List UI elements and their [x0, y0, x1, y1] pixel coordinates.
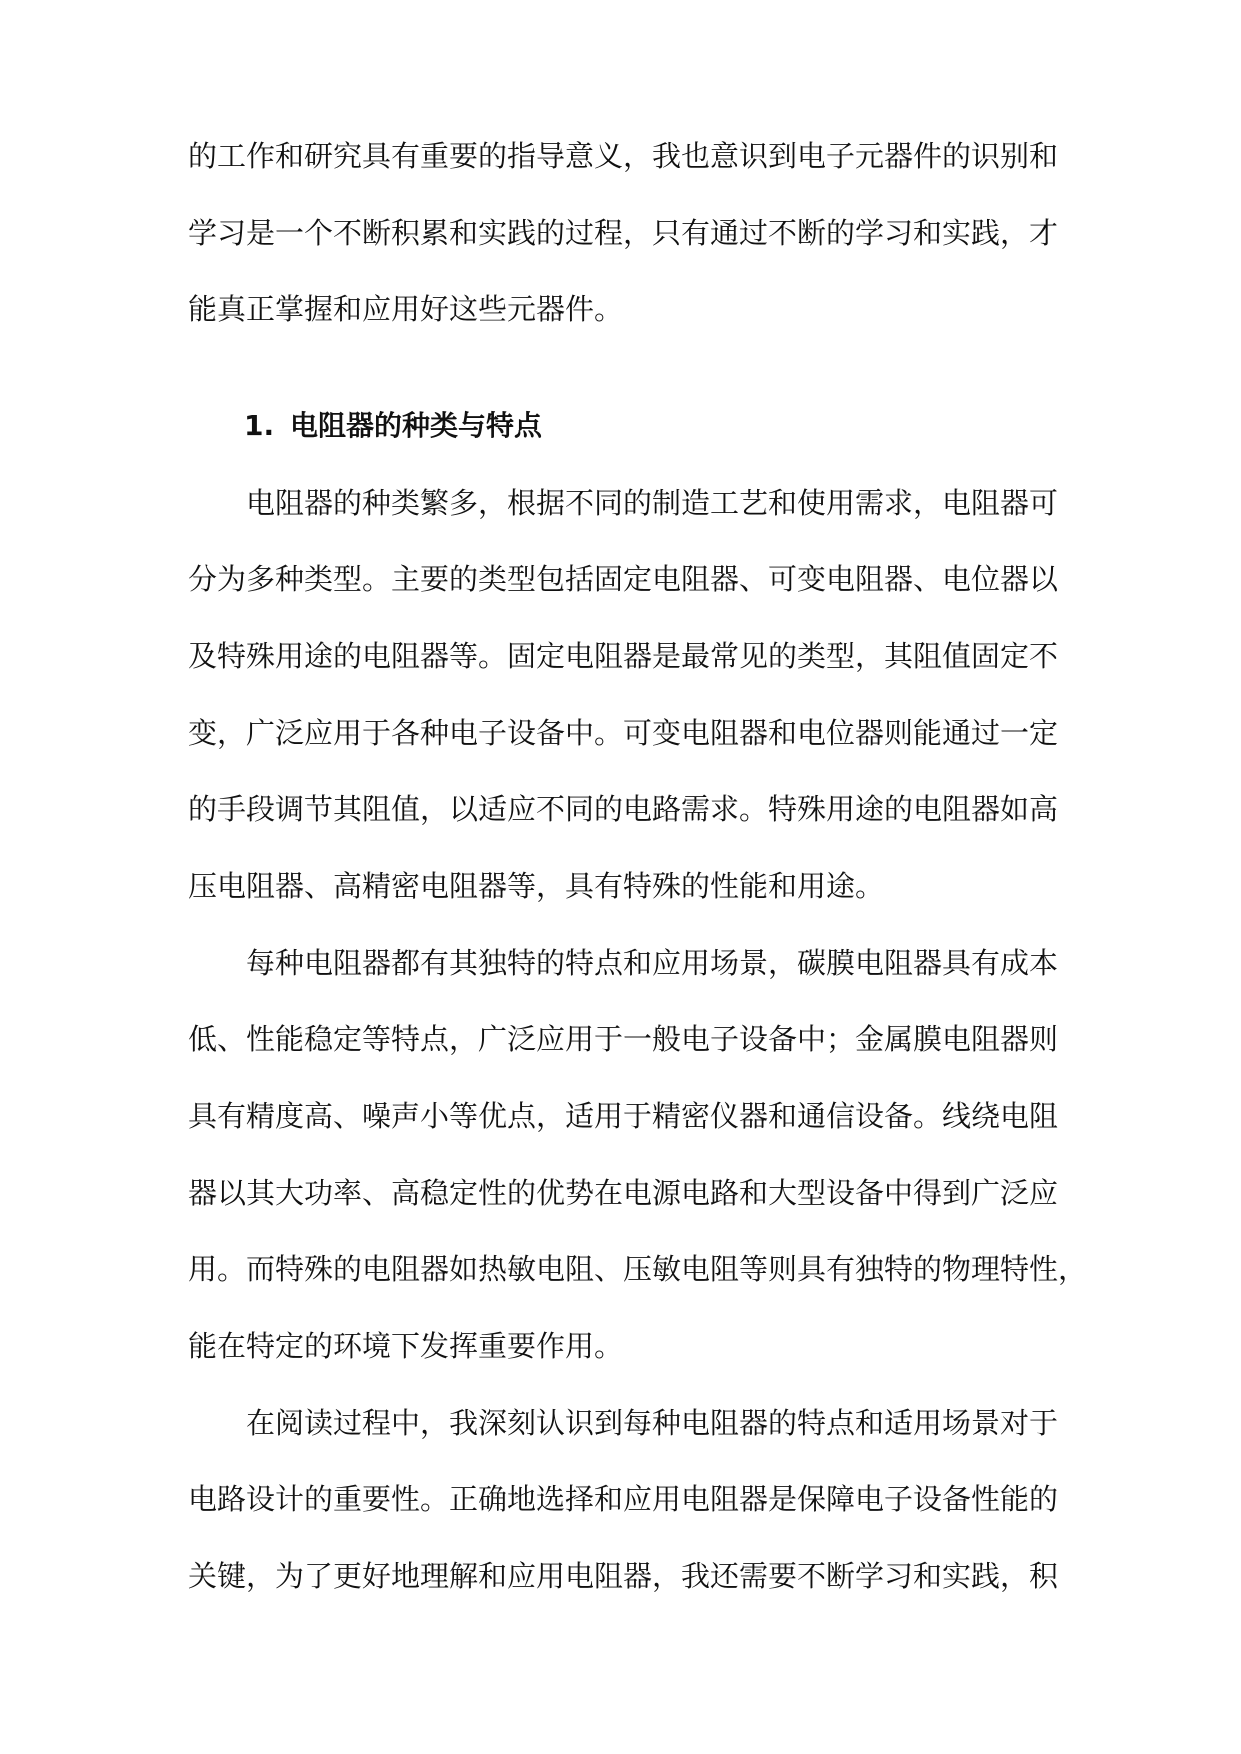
intro-line-2: 学习是一个不断积累和实践的过程，只有通过不断的学习和实践，才: [188, 216, 1059, 250]
para2-line-2: 低、性能稳定等特点，广泛应用于一般电子设备中；金属膜电阻器则: [188, 1022, 1059, 1056]
para3-line-2: 电路设计的重要性。正确地选择和应用电阻器是保障电子设备性能的: [188, 1482, 1059, 1516]
section-title: 电阻器的种类与特点: [290, 409, 543, 442]
intro-line-1: 的工作和研究具有重要的指导意义，我也意识到电子元器件的识别和: [188, 139, 1059, 173]
para1-line-6: 压电阻器、高精密电阻器等，具有特殊的性能和用途。: [188, 869, 885, 903]
para2-line-4: 器以其大功率、高稳定性的优势在电源电路和大型设备中得到广泛应: [188, 1176, 1059, 1210]
para2-line-6: 能在特定的环境下发挥重要作用。: [188, 1329, 624, 1363]
para1-line-2: 分为多种类型。主要的类型包括固定电阻器、可变电阻器、电位器以: [188, 562, 1059, 596]
para1-line-5: 的手段调节其阻值，以适应不同的电路需求。特殊用途的电阻器如高: [188, 792, 1059, 826]
para1-line-1: 电阻器的种类繁多，根据不同的制造工艺和使用需求，电阻器可: [246, 486, 1059, 520]
para1-line-3: 及特殊用途的电阻器等。固定电阻器是最常见的类型，其阻值固定不: [188, 639, 1059, 673]
section-heading: [244, 403, 542, 449]
para2-line-1: 每种电阻器都有其独特的特点和应用场景，碳膜电阻器具有成本: [246, 946, 1059, 980]
para1-line-4: 变，广泛应用于各种电子设备中。可变电阻器和电位器则能通过一定: [188, 716, 1059, 750]
para3-line-1: 在阅读过程中，我深刻认识到每种电阻器的特点和适用场景对于: [246, 1406, 1059, 1440]
section-number: 1.: [244, 409, 275, 442]
para2-line-5: 用。而特殊的电阻器如热敏电阻、压敏电阻等则具有独特的物理特性，: [188, 1252, 1088, 1286]
para3-line-3: 关键，为了更好地理解和应用电阻器，我还需要不断学习和实践，积: [188, 1559, 1059, 1593]
intro-line-3: 能真正掌握和应用好这些元器件。: [188, 292, 624, 326]
para2-line-3: 具有精度高、噪声小等优点，适用于精密仪器和通信设备。线绕电阻: [188, 1099, 1059, 1133]
